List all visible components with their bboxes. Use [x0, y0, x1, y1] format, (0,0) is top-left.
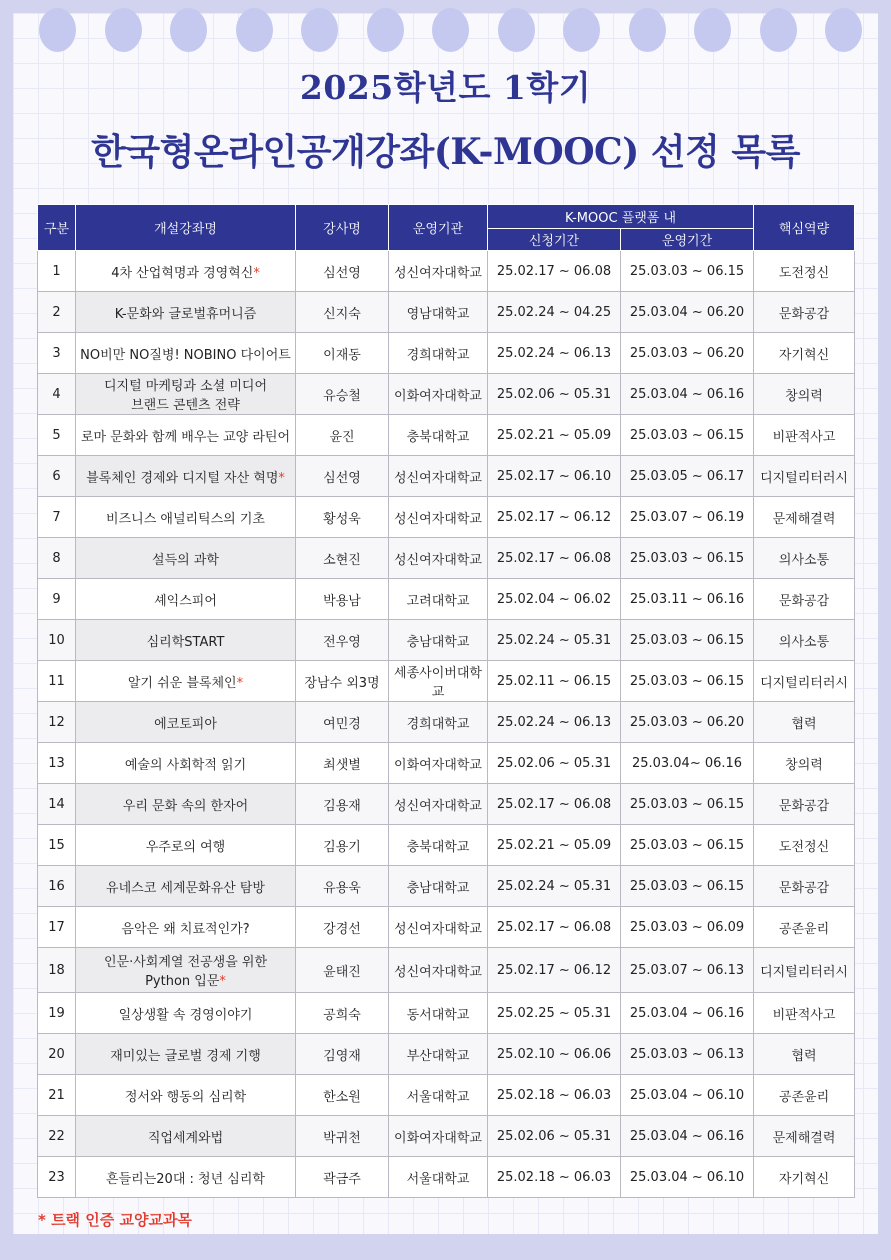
- row-number: 21: [38, 1075, 76, 1116]
- course-name: [76, 948, 296, 993]
- core-competency: 도전정신: [754, 825, 855, 866]
- organization: 이화여자대학교: [389, 743, 488, 784]
- apply-period: 25.02.24 ~ 05.31: [488, 620, 621, 661]
- apply-period: 25.02.06 ~ 05.31: [488, 1116, 621, 1157]
- course-name-text: 블록체인 경제와 디지털 자산 혁명: [86, 470, 279, 486]
- organization: 성신여자대학교: [389, 907, 488, 948]
- apply-period: 25.02.17 ~ 06.12: [488, 948, 621, 993]
- course-name: [76, 743, 296, 784]
- table-row: [38, 825, 855, 866]
- instructor-name: 유승철: [296, 374, 389, 415]
- row-number: 10: [38, 620, 76, 661]
- header-course: 개설강좌명: [76, 205, 296, 251]
- course-name-text: 셰익스피어: [154, 593, 217, 609]
- track-star-mark: *: [236, 675, 244, 691]
- row-number: 13: [38, 743, 76, 784]
- apply-period: 25.02.17 ~ 06.08: [488, 538, 621, 579]
- apply-period: 25.02.06 ~ 05.31: [488, 374, 621, 415]
- organization: 이화여자대학교: [389, 374, 488, 415]
- instructor-name: 전우영: [296, 620, 389, 661]
- course-name: [76, 784, 296, 825]
- row-number: 12: [38, 702, 76, 743]
- ring-decoration: [498, 8, 535, 52]
- instructor-name: 최샛별: [296, 743, 389, 784]
- table-row: [38, 251, 855, 292]
- run-period: 25.03.05 ~ 06.17: [621, 456, 754, 497]
- course-name-text: 디지털 마케팅과 소셜 미디어: [103, 379, 268, 394]
- course-table-body: [38, 251, 855, 1198]
- organization: 성신여자대학교: [389, 948, 488, 993]
- organization: 고려대학교: [389, 579, 488, 620]
- course-name-text: K-문화와 글로벌휴머니즘: [114, 306, 257, 322]
- table-row: [38, 497, 855, 538]
- row-number: 14: [38, 784, 76, 825]
- course-name: [76, 702, 296, 743]
- core-competency: 협력: [754, 1034, 855, 1075]
- row-number: 15: [38, 825, 76, 866]
- instructor-name: 곽금주: [296, 1157, 389, 1198]
- apply-period: 25.02.21 ~ 05.09: [488, 415, 621, 456]
- apply-period: 25.02.24 ~ 06.13: [488, 702, 621, 743]
- row-number: 6: [38, 456, 76, 497]
- row-number: 22: [38, 1116, 76, 1157]
- row-number: 4: [38, 374, 76, 415]
- course-name: [76, 456, 296, 497]
- header-run: 운영기간: [621, 229, 754, 251]
- table-row: [38, 948, 855, 993]
- header-instructor: 강사명: [296, 205, 389, 251]
- row-number: 7: [38, 497, 76, 538]
- core-competency: 문제해결력: [754, 1116, 855, 1157]
- organization: 성신여자대학교: [389, 251, 488, 292]
- header-platform: K-MOOC 플랫폼 내: [488, 205, 754, 229]
- row-number: 5: [38, 415, 76, 456]
- core-competency: 의사소통: [754, 538, 855, 579]
- course-name-text: 흔들리는20대 : 청년 심리학: [106, 1171, 265, 1187]
- header-competency: 핵심역량: [754, 205, 855, 251]
- ring-decoration: [694, 8, 731, 52]
- organization: 충북대학교: [389, 825, 488, 866]
- apply-period: 25.02.17 ~ 06.12: [488, 497, 621, 538]
- organization: 부산대학교: [389, 1034, 488, 1075]
- run-period: 25.03.03 ~ 06.15: [621, 415, 754, 456]
- row-number: 18: [38, 948, 76, 993]
- instructor-name: 박귀천: [296, 1116, 389, 1157]
- row-number: 8: [38, 538, 76, 579]
- row-number: 16: [38, 866, 76, 907]
- table-row: [38, 374, 855, 415]
- core-competency: 창의력: [754, 374, 855, 415]
- course-name: [76, 292, 296, 333]
- course-name-line2: Python 입문: [145, 974, 220, 989]
- core-competency: 창의력: [754, 743, 855, 784]
- core-competency: 비판적사고: [754, 993, 855, 1034]
- course-name-text: 알기 쉬운 블록체인: [127, 675, 237, 691]
- table-row: [38, 743, 855, 784]
- run-period: 25.03.04 ~ 06.20: [621, 292, 754, 333]
- run-period: 25.03.04 ~ 06.16: [621, 993, 754, 1034]
- instructor-name: 소현진: [296, 538, 389, 579]
- ring-decoration: [629, 8, 666, 52]
- course-name-text: 로마 문화와 함께 배우는 교양 라틴어: [80, 429, 291, 445]
- run-period: 25.03.03 ~ 06.20: [621, 333, 754, 374]
- core-competency: 공존윤리: [754, 907, 855, 948]
- track-star-mark: *: [278, 470, 285, 486]
- core-competency: 디지털리터러시: [754, 948, 855, 993]
- course-table: [37, 204, 855, 1198]
- instructor-name: 이재동: [296, 333, 389, 374]
- instructor-name: 한소원: [296, 1075, 389, 1116]
- table-row: [38, 1075, 855, 1116]
- table-row: [38, 661, 855, 702]
- instructor-name: 여민경: [296, 702, 389, 743]
- row-number: 19: [38, 993, 76, 1034]
- apply-period: 25.02.06 ~ 05.31: [488, 743, 621, 784]
- apply-period: 25.02.17 ~ 06.10: [488, 456, 621, 497]
- course-name-text: 우리 문화 속의 한자어: [122, 798, 249, 814]
- run-period: 25.03.04 ~ 06.10: [621, 1157, 754, 1198]
- core-competency: 문화공감: [754, 579, 855, 620]
- table-row: [38, 538, 855, 579]
- apply-period: 25.02.11 ~ 06.15: [488, 661, 621, 702]
- ring-decoration: [563, 8, 600, 52]
- organization: 영남대학교: [389, 292, 488, 333]
- organization: 성신여자대학교: [389, 456, 488, 497]
- course-name: [76, 993, 296, 1034]
- organization: 충북대학교: [389, 415, 488, 456]
- instructor-name: 심선영: [296, 456, 389, 497]
- apply-period: 25.02.17 ~ 06.08: [488, 907, 621, 948]
- row-number: 2: [38, 292, 76, 333]
- course-name: [76, 251, 296, 292]
- course-name-text: 음악은 왜 치료적인가?: [121, 921, 250, 937]
- table-row: [38, 907, 855, 948]
- instructor-name: 윤진: [296, 415, 389, 456]
- course-name: [76, 1034, 296, 1075]
- row-number: 3: [38, 333, 76, 374]
- instructor-name: 장남수 외3명: [296, 661, 389, 702]
- course-name-text: 정서와 행동의 심리학: [124, 1089, 247, 1105]
- table-row: [38, 292, 855, 333]
- course-name-text: 에코토피아: [154, 716, 217, 732]
- ring-decoration: [432, 8, 469, 52]
- instructor-name: 김용재: [296, 784, 389, 825]
- apply-period: 25.02.24 ~ 05.31: [488, 866, 621, 907]
- course-name: [76, 374, 296, 415]
- table-row: [38, 620, 855, 661]
- course-name-text: 예술의 사회학적 읽기: [124, 757, 247, 773]
- instructor-name: 김영재: [296, 1034, 389, 1075]
- organization: 서울대학교: [389, 1075, 488, 1116]
- table-row: [38, 1034, 855, 1075]
- row-number: 23: [38, 1157, 76, 1198]
- ring-decoration: [105, 8, 142, 52]
- table-row: [38, 866, 855, 907]
- course-name: [76, 620, 296, 661]
- organization: 경희대학교: [389, 702, 488, 743]
- course-name: [76, 907, 296, 948]
- organization: 성신여자대학교: [389, 497, 488, 538]
- run-period: 25.03.04 ~ 06.16: [621, 374, 754, 415]
- organization: 성신여자대학교: [389, 538, 488, 579]
- course-name-text: 심리학START: [146, 634, 225, 650]
- course-name: [76, 579, 296, 620]
- run-period: 25.03.03 ~ 06.15: [621, 661, 754, 702]
- page-title-semester: 2025학년도 1학기: [299, 68, 592, 107]
- run-period: 25.03.11 ~ 06.16: [621, 579, 754, 620]
- ring-decoration: [825, 8, 862, 52]
- header-no: 구분: [38, 205, 76, 251]
- row-number: 1: [38, 251, 76, 292]
- course-name: [76, 415, 296, 456]
- instructor-name: 신지숙: [296, 292, 389, 333]
- core-competency: 공존윤리: [754, 1075, 855, 1116]
- run-period: 25.03.03 ~ 06.13: [621, 1034, 754, 1075]
- course-name: [76, 866, 296, 907]
- instructor-name: 김용기: [296, 825, 389, 866]
- table-row: [38, 993, 855, 1034]
- table-row: [38, 702, 855, 743]
- course-name-text: 일상생활 속 경영이야기: [118, 1007, 253, 1023]
- course-name-text: 재미있는 글로벌 경제 기행: [110, 1048, 261, 1064]
- apply-period: 25.02.18 ~ 06.03: [488, 1075, 621, 1116]
- organization: 충남대학교: [389, 866, 488, 907]
- organization: 이화여자대학교: [389, 1116, 488, 1157]
- course-name-line2: 브랜드 콘텐츠 전략: [131, 398, 240, 413]
- table-row: [38, 456, 855, 497]
- core-competency: 디지털리터러시: [754, 661, 855, 702]
- run-period: 25.03.03 ~ 06.09: [621, 907, 754, 948]
- core-competency: 협력: [754, 702, 855, 743]
- table-row: [38, 579, 855, 620]
- organization: 서울대학교: [389, 1157, 488, 1198]
- organization: 세종사이버대학교: [389, 661, 488, 702]
- course-name: [76, 1075, 296, 1116]
- row-number: 9: [38, 579, 76, 620]
- track-star-mark: *: [219, 974, 226, 989]
- instructor-name: 유용욱: [296, 866, 389, 907]
- apply-period: 25.02.18 ~ 06.03: [488, 1157, 621, 1198]
- instructor-name: 강경선: [296, 907, 389, 948]
- ring-decoration: [170, 8, 207, 52]
- core-competency: 도전정신: [754, 251, 855, 292]
- course-name-text: 우주로의 여행: [145, 839, 226, 855]
- core-competency: 의사소통: [754, 620, 855, 661]
- core-competency: 문화공감: [754, 292, 855, 333]
- track-star-mark: *: [253, 265, 260, 281]
- run-period: 25.03.07 ~ 06.19: [621, 497, 754, 538]
- course-name-text: 유네스코 세계문화유산 탐방: [106, 880, 265, 896]
- organization: 성신여자대학교: [389, 784, 488, 825]
- run-period: 25.03.03 ~ 06.15: [621, 251, 754, 292]
- instructor-name: 황성욱: [296, 497, 389, 538]
- core-competency: 비판적사고: [754, 415, 855, 456]
- row-number: 11: [38, 661, 76, 702]
- course-name-text: NO비만 NO질병! NOBINO 다이어트: [80, 347, 291, 363]
- run-period: 25.03.07 ~ 06.13: [621, 948, 754, 993]
- run-period: 25.03.03 ~ 06.15: [621, 784, 754, 825]
- binder-rings: [0, 0, 891, 60]
- header-apply: 신청기간: [488, 229, 621, 251]
- instructor-name: 심선영: [296, 251, 389, 292]
- table-row: [38, 784, 855, 825]
- table-row: [38, 1157, 855, 1198]
- ring-decoration: [236, 8, 273, 52]
- course-name: [76, 661, 296, 702]
- apply-period: 25.02.24 ~ 06.13: [488, 333, 621, 374]
- organization: 동서대학교: [389, 993, 488, 1034]
- footnote: * 트랙 인증 교양교과목: [38, 1211, 192, 1229]
- ring-decoration: [301, 8, 338, 52]
- organization: 경희대학교: [389, 333, 488, 374]
- core-competency: 문제해결력: [754, 497, 855, 538]
- page-title-main: 한국형온라인공개강좌(K-MOOC) 선정 목록: [91, 131, 800, 173]
- run-period: 25.03.03 ~ 06.15: [621, 538, 754, 579]
- run-period: 25.03.03 ~ 06.15: [621, 825, 754, 866]
- instructor-name: 공희숙: [296, 993, 389, 1034]
- course-name: [76, 538, 296, 579]
- apply-period: 25.02.04 ~ 06.02: [488, 579, 621, 620]
- core-competency: 문화공감: [754, 784, 855, 825]
- table-row: [38, 333, 855, 374]
- apply-period: 25.02.17 ~ 06.08: [488, 251, 621, 292]
- header-org: 운영기관: [389, 205, 488, 251]
- apply-period: 25.02.25 ~ 05.31: [488, 993, 621, 1034]
- core-competency: 문화공감: [754, 866, 855, 907]
- core-competency: 자기혁신: [754, 1157, 855, 1198]
- run-period: 25.03.04 ~ 06.16: [621, 1116, 754, 1157]
- run-period: 25.03.04 ~ 06.10: [621, 1075, 754, 1116]
- instructor-name: 박용남: [296, 579, 389, 620]
- organization: 충남대학교: [389, 620, 488, 661]
- course-name: [76, 1157, 296, 1198]
- course-name-text: 설득의 과학: [152, 552, 219, 568]
- course-name-text: 인문·사회계열 전공생을 위한: [103, 955, 268, 970]
- row-number: 20: [38, 1034, 76, 1075]
- ring-decoration: [367, 8, 404, 52]
- ring-decoration: [760, 8, 797, 52]
- course-name-text: 4차 산업혁명과 경영혁신: [111, 265, 254, 281]
- run-period: 25.03.03 ~ 06.20: [621, 702, 754, 743]
- core-competency: 자기혁신: [754, 333, 855, 374]
- run-period: 25.03.03 ~ 06.15: [621, 866, 754, 907]
- course-name: [76, 497, 296, 538]
- apply-period: 25.02.17 ~ 06.08: [488, 784, 621, 825]
- apply-period: 25.02.21 ~ 05.09: [488, 825, 621, 866]
- run-period: 25.03.03 ~ 06.15: [621, 620, 754, 661]
- row-number: 17: [38, 907, 76, 948]
- apply-period: 25.02.24 ~ 04.25: [488, 292, 621, 333]
- course-name: [76, 1116, 296, 1157]
- table-row: [38, 415, 855, 456]
- course-name-text: 비즈니스 애널리틱스의 기초: [106, 511, 265, 527]
- run-period: 25.03.04~ 06.16: [621, 743, 754, 784]
- apply-period: 25.02.10 ~ 06.06: [488, 1034, 621, 1075]
- ring-decoration: [39, 8, 76, 52]
- core-competency: 디지털리터러시: [754, 456, 855, 497]
- course-name-text: 직업세계와법: [147, 1130, 224, 1146]
- table-row: [38, 1116, 855, 1157]
- course-name: [76, 333, 296, 374]
- instructor-name: 윤태진: [296, 948, 389, 993]
- course-name: [76, 825, 296, 866]
